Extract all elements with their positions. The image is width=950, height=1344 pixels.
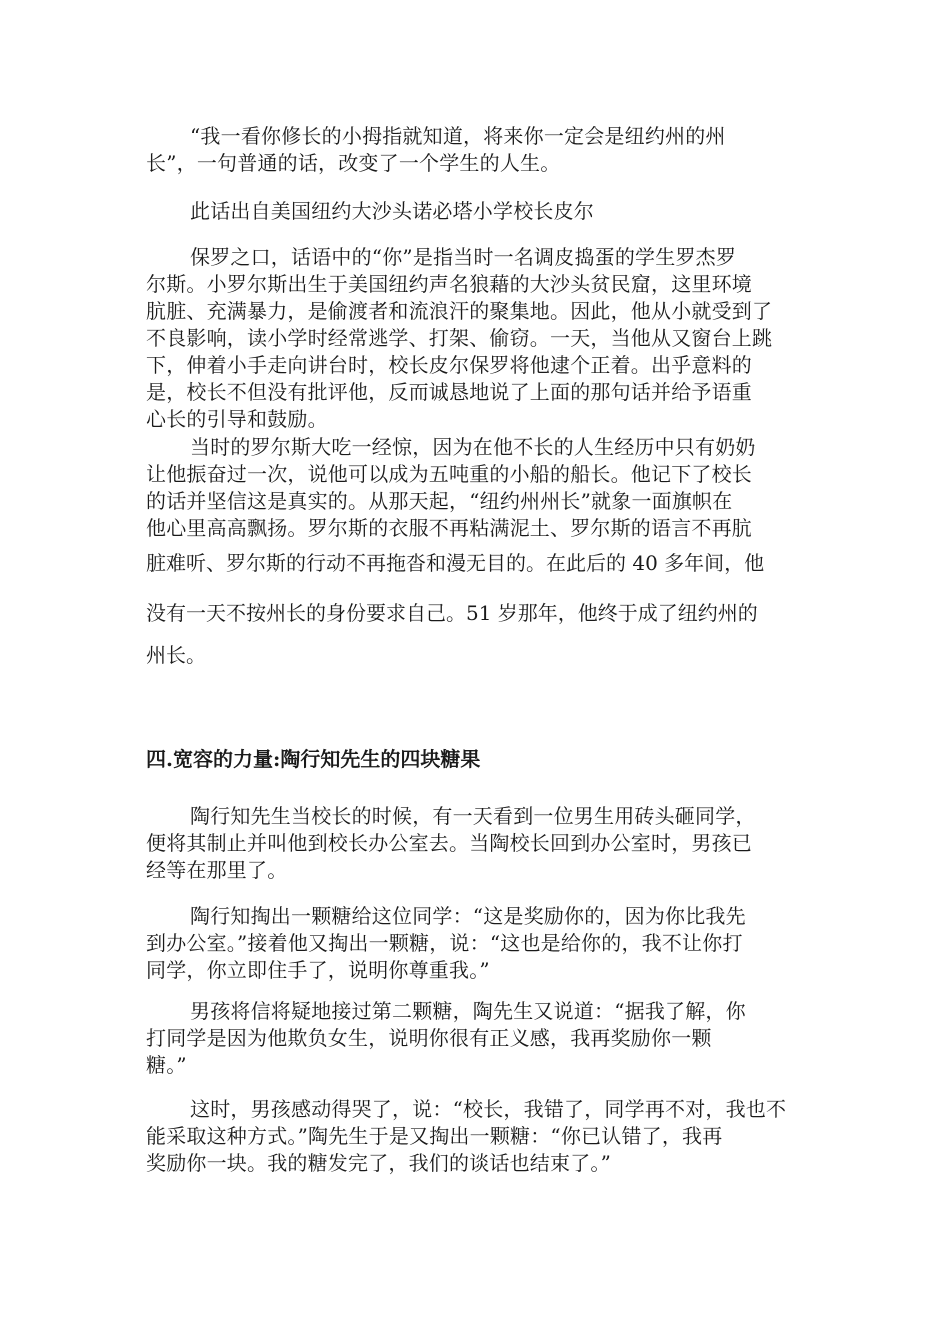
paragraph-line: 便将其制止并叫他到校长办公室去。当陶校长回到办公室时，男孩已 <box>146 831 752 855</box>
section-heading: 四.宽容的力量:陶行知先生的四块糖果 <box>146 747 481 771</box>
paragraph-3 <box>146 244 806 433</box>
paragraph-line: 长”，一句普通的话，改变了一个学生的人生。 <box>146 151 561 175</box>
paragraph-line: 陶行知掏出一颗糖给这位同学：“这是奖励你的，因为你比我先 <box>190 904 746 928</box>
paragraph-line: 下，伸着小手走向讲台时，校长皮尔保罗将他逮个正着。出乎意料的 <box>146 353 752 377</box>
section-paragraph-3 <box>146 998 806 1079</box>
paragraph-line: 的话并坚信这是真实的。从那天起，“纽约州州长”就象一面旗帜在 <box>146 489 733 513</box>
paragraph-line: 当时的罗尔斯大吃一经惊，因为在他不长的人生经历中只有奶奶 <box>190 435 756 459</box>
paragraph-line: 同学，你立即住手了，说明你尊重我。” <box>146 958 490 982</box>
section-paragraph-1 <box>146 803 806 884</box>
paragraph-4 <box>146 434 806 542</box>
paragraph-4-continued-b <box>146 600 806 627</box>
paragraph-line: 保罗之口，话语中的“你”是指当时一名调皮捣蛋的学生罗杰罗 <box>190 245 737 269</box>
paragraph-line: 打同学是因为他欺负女生，说明你很有正义感，我再奖励你一颗 <box>146 1026 712 1050</box>
paragraph-line: 脏难听、罗尔斯的行动不再拖沓和漫无目的。在此后的 40 多年间，他 <box>146 551 765 575</box>
paragraph-line: 能采取这种方式。”陶先生于是又掏出一颗糖：“你已认错了，我再 <box>146 1124 723 1148</box>
paragraph-2 <box>146 198 806 225</box>
paragraph-line: 是，校长不但没有批评他，反而诚恳地说了上面的那句话并给予语重 <box>146 380 752 404</box>
section-paragraph-2 <box>146 903 806 984</box>
paragraph-line: 此话出自美国纽约大沙头诺必塔小学校长皮尔 <box>190 199 594 223</box>
paragraph-1 <box>146 123 806 177</box>
paragraph-4-continued-c <box>146 642 806 669</box>
paragraph-line: 让他振奋过一次，说他可以成为五吨重的小船的船长。他记下了校长 <box>146 462 752 486</box>
paragraph-line: “我一看你修长的小拇指就知道，将来你一定会是纽约州的州 <box>190 124 726 148</box>
paragraph-line: 奖励你一块。我的糖发完了，我们的谈话也结束了。” <box>146 1151 612 1175</box>
section-paragraph-4 <box>146 1096 806 1177</box>
paragraph-line: 州长。 <box>146 643 206 667</box>
paragraph-line: 这时，男孩感动得哭了，说：“校长，我错了，同学再不对，我也不 <box>190 1097 787 1121</box>
paragraph-line: 糖。” <box>146 1053 187 1077</box>
paragraph-line: 没有一天不按州长的身份要求自己。51 岁那年，他终于成了纽约州的 <box>146 601 758 625</box>
paragraph-line: 陶行知先生当校长的时候，有一天看到一位男生用砖头砸同学， <box>190 804 756 828</box>
paragraph-line: 男孩将信将疑地接过第二颗糖，陶先生又说道：“据我了解，你 <box>190 999 746 1023</box>
paragraph-4-continued-a <box>146 550 806 577</box>
paragraph-line: 经等在那里了。 <box>146 858 288 882</box>
paragraph-line: 不良影响，读小学时经常逃学、打架、偷窃。一天，当他从又窗台上跳 <box>146 326 773 350</box>
paragraph-line: 他心里高高飘扬。罗尔斯的衣服不再粘满泥土、罗尔斯的语言不再肮 <box>146 516 752 540</box>
paragraph-line: 尔斯。小罗尔斯出生于美国纽约声名狼藉的大沙头贫民窟，这里环境 <box>146 272 752 296</box>
paragraph-line: 心长的引导和鼓励。 <box>146 407 328 431</box>
paragraph-line: 肮脏、充满暴力，是偷渡者和流浪汗的聚集地。因此，他从小就受到了 <box>146 299 773 323</box>
paragraph-line: 到办公室。”接着他又掏出一颗糖，说：“这也是给你的，我不让你打 <box>146 931 743 955</box>
